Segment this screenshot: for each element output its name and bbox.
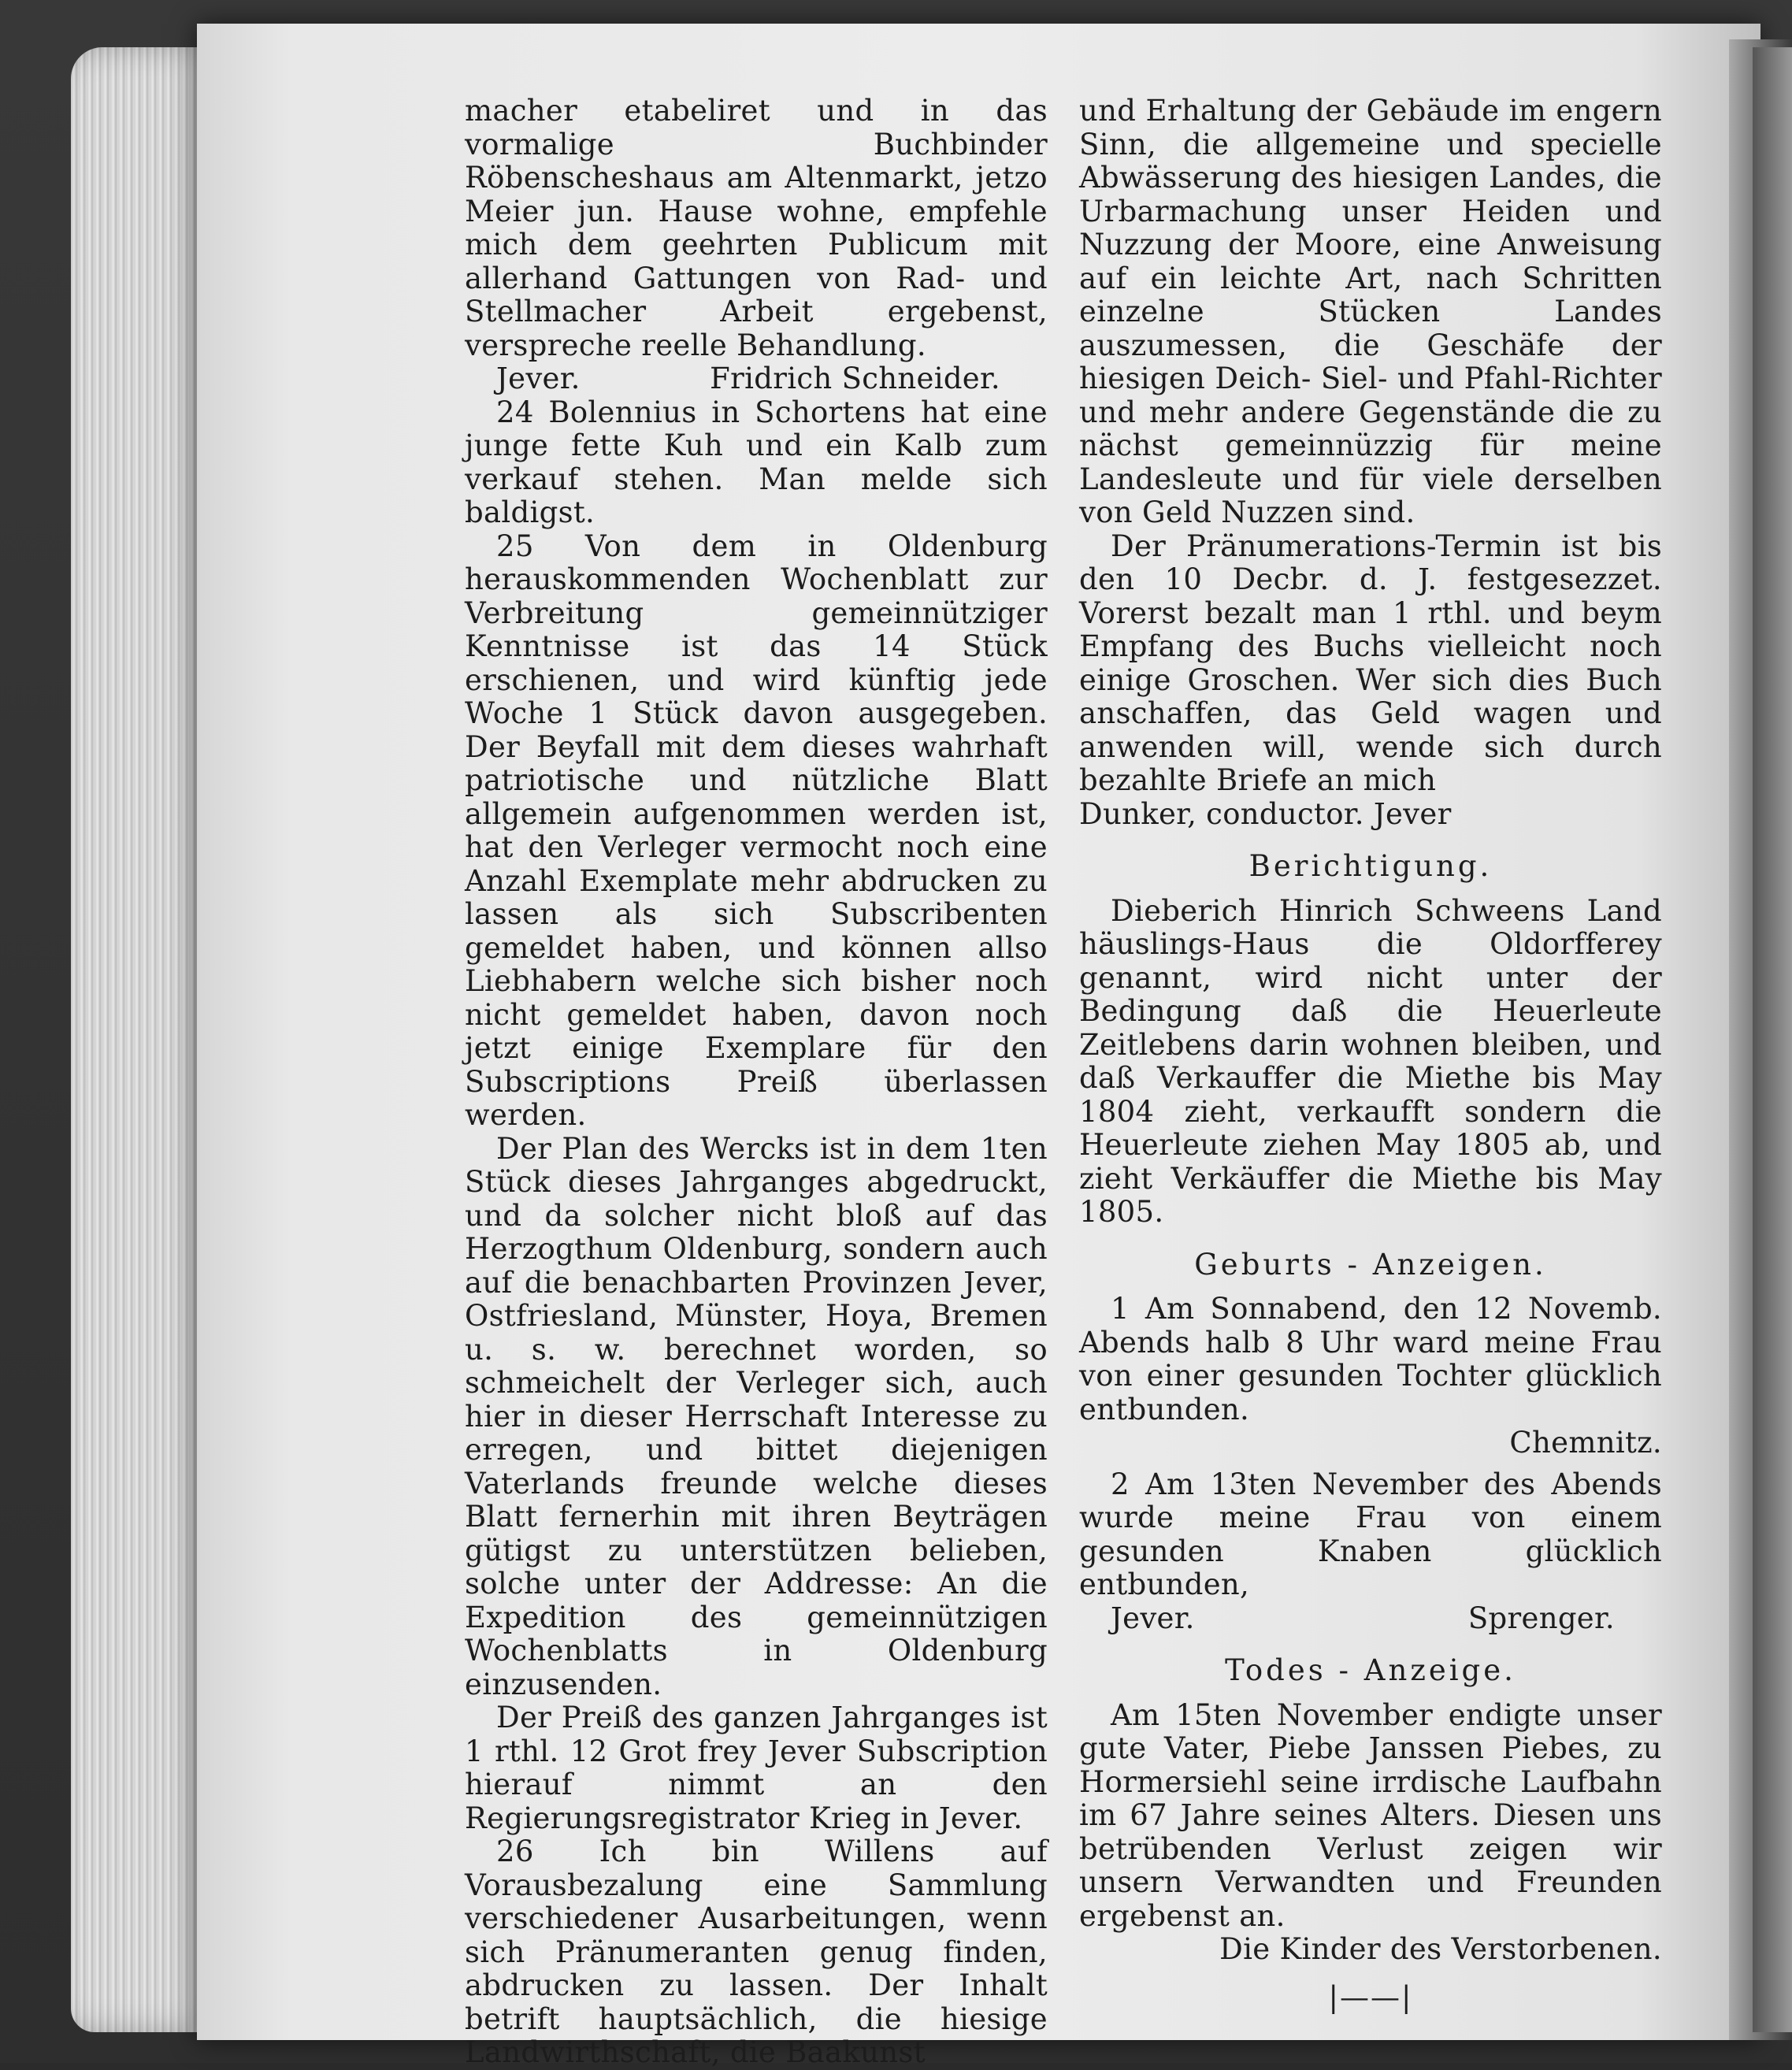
facing-page-edge bbox=[1753, 47, 1792, 2032]
signature-line bbox=[465, 362, 1048, 396]
death-announcement: Am 15ten November endigte unser gute Vater, Piebe Janssen Piebes, zu Hormersiehl seine irrdische Laufbahn im 67 Jahre seines Alters. Diesen uns betrübenden Verlust zeigen wir unsern Verwandten und Freunden ergebenst an. bbox=[1079, 1697, 1662, 1933]
signature-place: Jever. bbox=[496, 362, 581, 395]
announcement-25-plan: Der Plan des Wercks ist in dem 1ten Stück dieses Jahrganges abgedruckt, und da solcher nicht bloß auf das Herzogthum Oldenburg, sondern auch auf die benachbarten Provinzen Jever, Ostfriesland, Münster, Hoya, Bremen u. s. w. berechnet worden, so schmeichelt der Verleger sich, auch hier in dieser Herrschaft Interesse zu erregen, und bittet diejenigen Vaterlands freunde welche dieses Blatt fernerhin mit ihren Beyträgen gütigst zu unterstützen belieben, solche unter der Addresse: An die Expedition des gemeinnützigen Wochenblatts in Oldenburg einzusenden. bbox=[465, 1131, 1048, 1701]
announcement-26-continued: und Erhaltung der Gebäude im engern Sinn, die allgemeine und specielle Abwässerung des hiesigen Landes, die Urbarmachung unser Heiden und Nuzzung der Moore, eine Anweisung auf ein leichte Art, nach Schritten einzelne Stücken Landes auszumessen, die Geschäfe der hiesigen Deich- Siel- und Pfahl-Richter und mehr andere Gegenstände die zu nächst gemeinnüzzig für meine Landesleute und für viele derselben von Geld Nuzzen sind. bbox=[1079, 94, 1662, 529]
heading-birth-announcements: Geburts - Anzeigen. bbox=[1194, 1247, 1547, 1282]
right-text-column bbox=[1079, 95, 1662, 2014]
signature-place: Jever. bbox=[1111, 1601, 1195, 1635]
praenumeration-notice: Der Pränumerations-Termin ist bis den 10 Decbr. d. J. festgesezzet. Vorerst bezalt man 1 rthl. und beym Empfang des Buchs vielleicht noch einige Groschen. Wer sich dies Buch anschaffen, das Geld wagen und anwenden will, wende sich durch bezahlte Briefe an mich bbox=[1079, 529, 1662, 797]
death-announcement-signature: Die Kinder des Verstorbenen. bbox=[1219, 1932, 1662, 1966]
heading-berichtigung: Berichtigung. bbox=[1248, 849, 1493, 883]
praenumeration-signature: Dunker, conductor. Jever bbox=[1079, 796, 1452, 831]
signature-name: Fridrich Schneider. bbox=[710, 362, 1000, 395]
announcement-wheelwright: macher etabeliret und in das vormalige Buchbinder Röbenscheshaus am Altenmarkt, jetzo Meier jun. Hause wohne, empfehle mich dem geehrten Publicum mit allerhand Gattungen von Rad- und Stellmacher Arbeit ergebenst, verspreche reelle Behandlung. bbox=[465, 94, 1048, 362]
announcement-24: 24 Bolennius in Schortens hat eine junge fette Kuh und ein Kalb zum verkauf stehen. Man melde sich baldigst. bbox=[465, 395, 1048, 529]
left-text-column bbox=[465, 95, 1048, 2070]
birth-announcement-1: 1 Am Sonnabend, den 12 Novemb. Abends halb 8 Uhr ward meine Frau von einer gesunden Tochter glücklich entbunden. bbox=[1079, 1292, 1662, 1426]
announcement-25-price: Der Preiß des ganzen Jahrganges ist 1 rthl. 12 Grot frey Jever Subscription hierauf nimmt an den Regierungsregistrator Krieg in Jever. bbox=[465, 1701, 1048, 1835]
announcement-25: 25 Von dem in Oldenburg herauskommenden Wochenblatt zur Verbreitung gemeinnütziger Kenntnisse ist das 14 Stück erschienen, und wird künftig jede Woche 1 Stück davon ausgegeben. Der Beyfall mit dem dieses wahrhaft patriotische und nützliche Blatt allgemein aufgenommen werden ist, hat den Verleger vermocht noch eine Anzahl Exemplate mehr abdrucken zu lassen als sich Subscribenten gemeldet haben, und können allso Liebhabern welche sich bisher noch nicht gemeldet haben, davon noch jetzt einige Exemplare für den Subscriptions Preiß überlassen werden. bbox=[465, 529, 1048, 1132]
birth-announcement-2-signature bbox=[1079, 1602, 1662, 1636]
birth-announcement-1-signature: Chemnitz. bbox=[1509, 1426, 1662, 1460]
correction-notice: Dieberich Hinrich Schweens Land häuslings-Haus die Oldorfferey genannt, wird nicht unter der Bedingung daß die Heuerleute Zeitlebens darin wohnen bleiben, und daß Verkauffer die Miethe bis May 1804 zieht, verkaufft sondern die Heuerleute ziehen May 1805 ab, und zieht Verkäuffer die Miethe bis May 1805. bbox=[1079, 893, 1662, 1229]
heading-death-announcement: Todes - Anzeige. bbox=[1225, 1653, 1516, 1687]
signature-name: Sprenger. bbox=[1467, 1601, 1615, 1635]
end-rule-mark: |——| bbox=[1328, 1979, 1413, 2014]
announcement-26: 26 Ich bin Willens auf Vorausbezalung eine Sammlung verschiedener Ausarbeitungen, wenn sich Pränumeranten genug finden, abdrucken zu lassen. Der Inhalt betrift hauptsächlich, die hiesige Landwirthschaft, die Baakunst bbox=[465, 1834, 1048, 2069]
birth-announcement-2: 2 Am 13ten Nevember des Abends wurde meine Frau von einem gesunden Knaben glücklich entbunden, bbox=[1079, 1467, 1662, 1601]
